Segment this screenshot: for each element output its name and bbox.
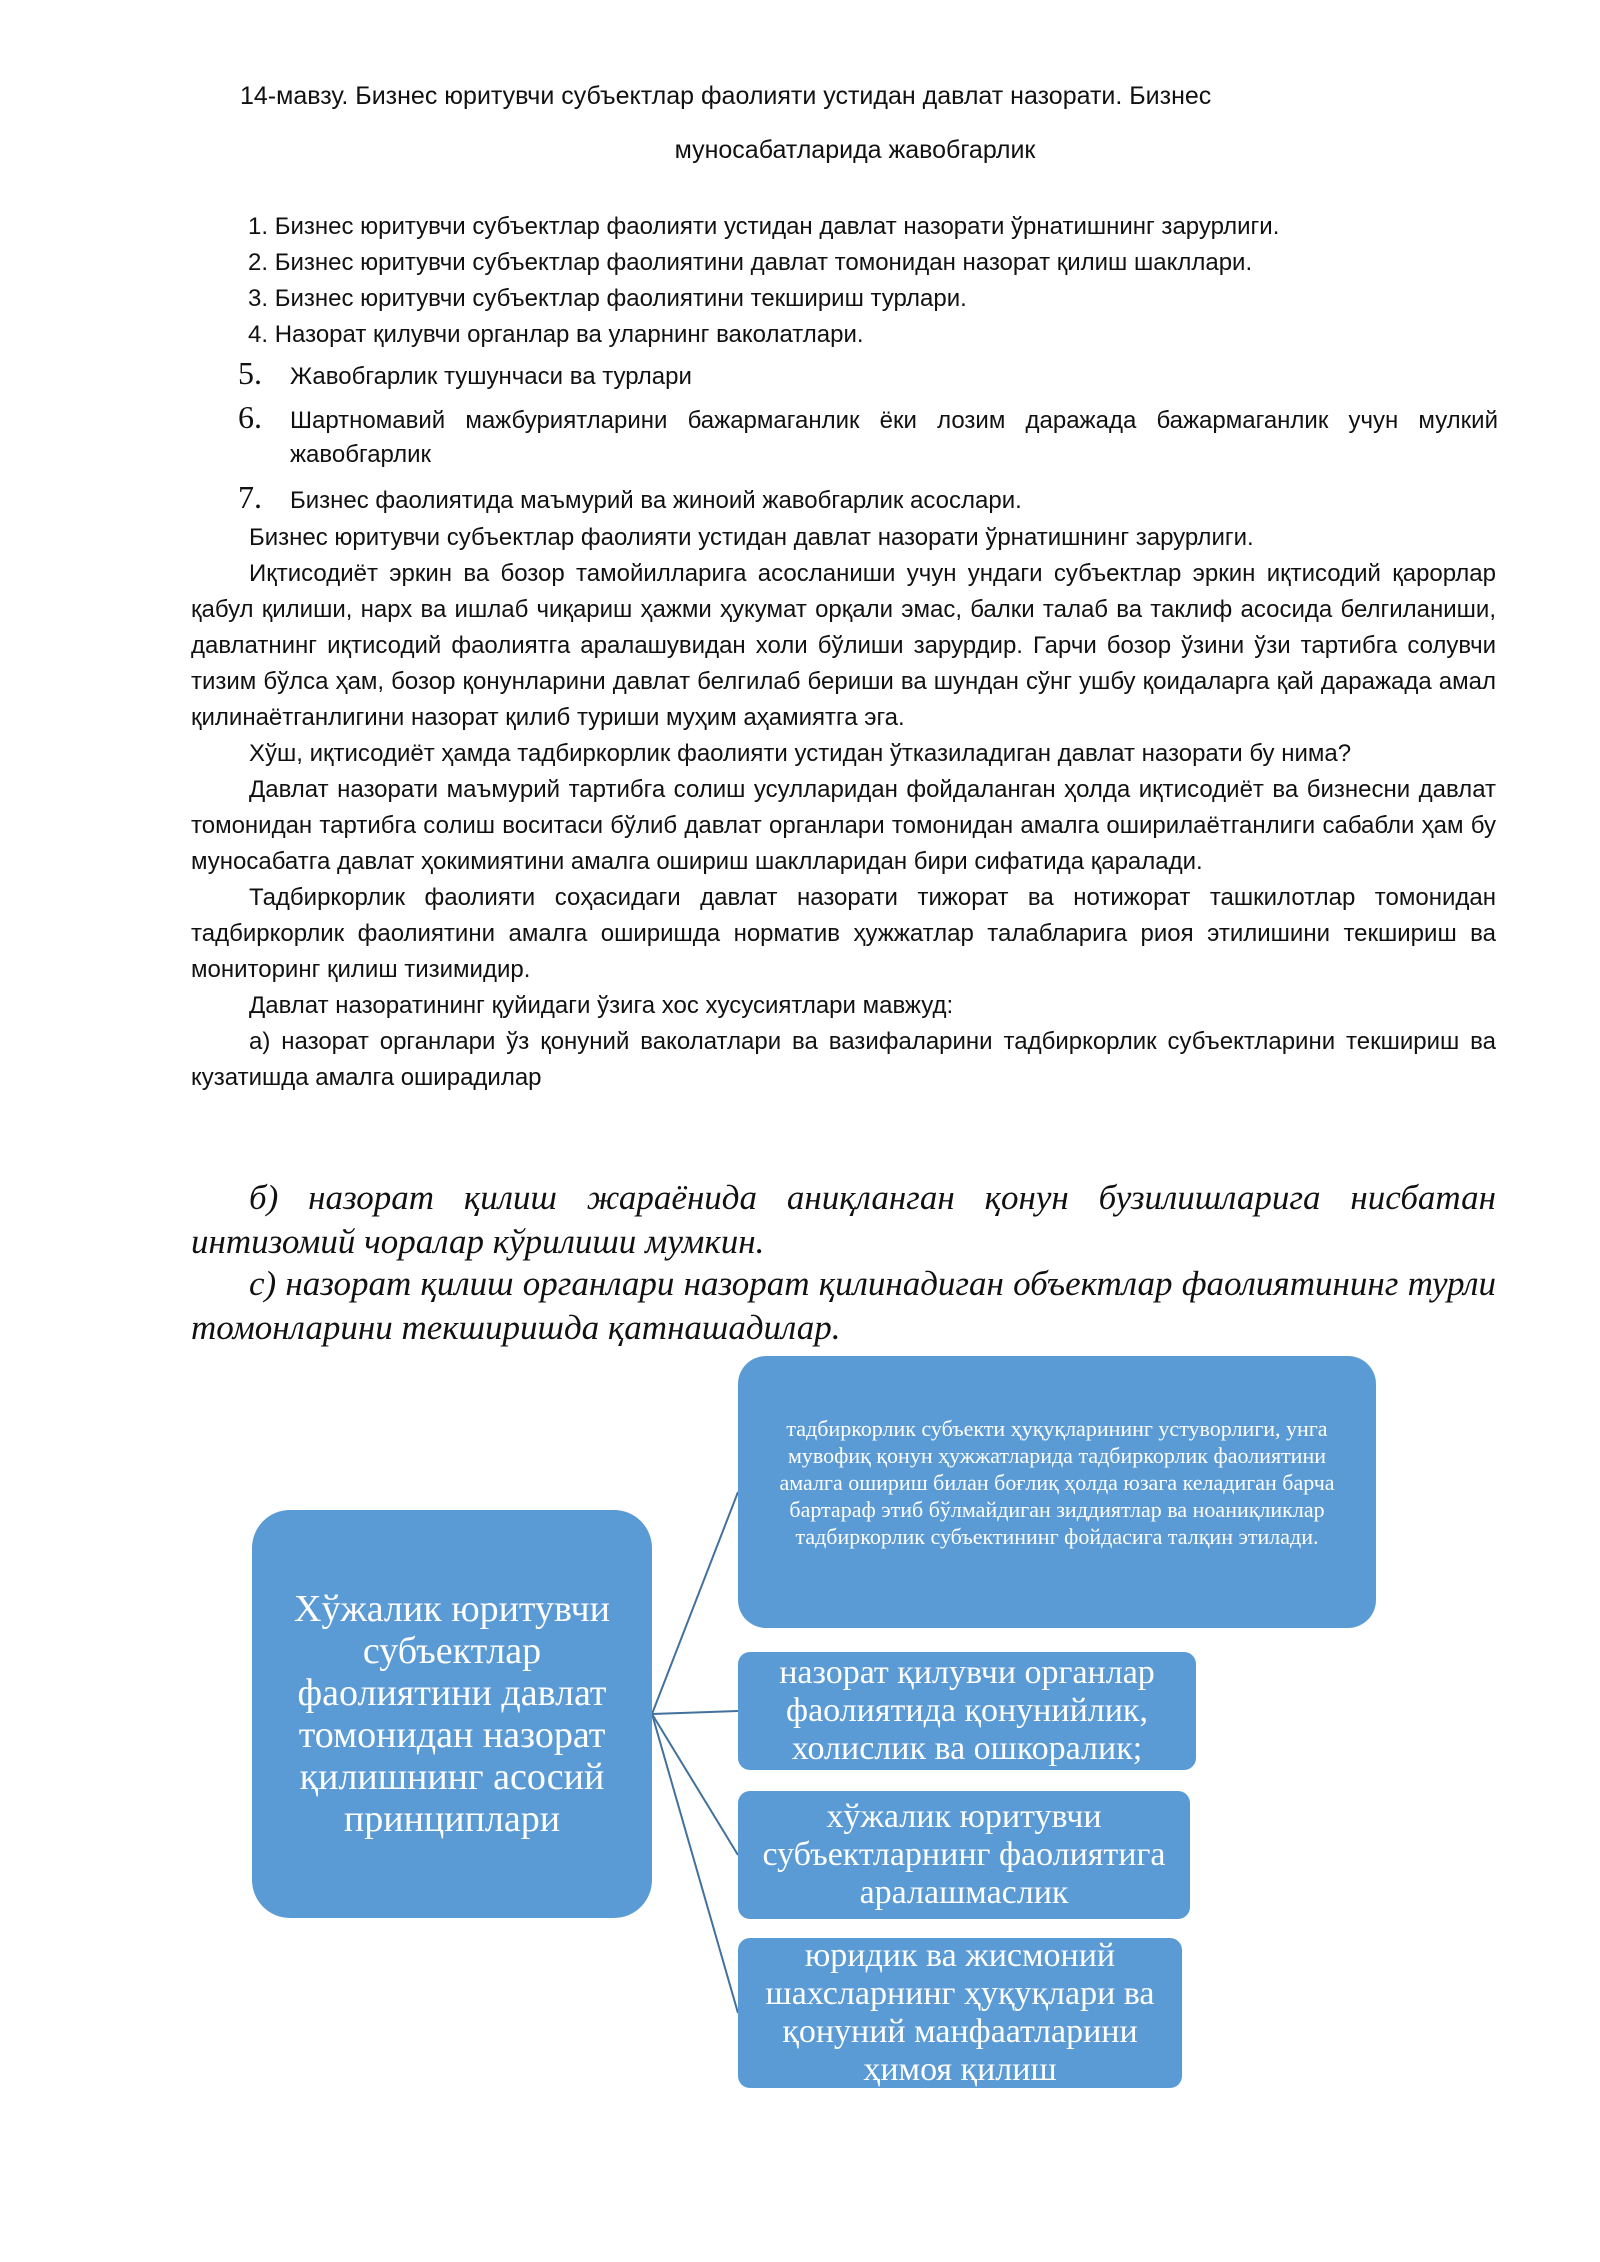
outline-text: Шартномавий мажбуриятларини бажармаганлик ёки лозим даражада бажармаганлик учун мулкий жавобгарлик — [290, 407, 1498, 468]
outline-number: 1. — [248, 213, 269, 240]
outline-item — [238, 355, 1498, 394]
document-title-line-2: муносабатларида жавобгарлик — [674, 136, 1036, 164]
diagram-main-box — [252, 1510, 652, 1918]
italic-paragraph: с) назорат қилиш органлари назорат қилинадиган объектлар фаолиятининг турли томонларини текширишда қатнашадилар. — [191, 1264, 1496, 1347]
diagram-principle-box — [738, 1652, 1196, 1770]
connector-line — [652, 1714, 738, 1855]
outline-number: 6. — [238, 399, 262, 435]
outline-text: Бизнес юритувчи субъектлар фаолиятини текшириш турлари. — [274, 285, 967, 312]
outline-text: Бизнес юритувчи субъектлар фаолиятини давлат томонидан назорат қилиш шакллари. — [274, 249, 1253, 276]
body-paragraph: Давлат назорати маъмурий тартибга солиш усулларидан фойдаланган ҳолда иқтисодиёт ва бизнесни давлат томонидан тартибга солиш воситаси бўлиб давлат органлари томонидан амалга оширилаётганлиги сабабли ҳам бу муносабатга давлат ҳокимиятини амалга ошириш шаклларидан бири сифатида қаралади. — [191, 776, 1496, 875]
diagram-principle-box — [738, 1791, 1190, 1919]
outline-text: Бизнес юритувчи субъектлар фаолияти устидан давлат назорати ўрнатишнинг зарурлиги. — [274, 213, 1280, 240]
diagram-principle-box — [738, 1938, 1182, 2088]
outline-number: 7. — [238, 479, 262, 515]
body-text — [191, 520, 1496, 1096]
outline-text: Бизнес фаолиятида маъмурий ва жиноий жавобгарлик асослари. — [290, 487, 1022, 514]
diagram-principle-label: назорат қилувчи органлар фаолиятида қонунийлик, холислик ва ошкоралик; — [779, 1654, 1155, 1767]
outline-item — [248, 282, 1498, 316]
outline-number: 5. — [238, 355, 262, 391]
section-heading-paragraph: Бизнес юритувчи субъектлар фаолияти устидан давлат назорати ўрнатишнинг зарурлиги. — [249, 524, 1254, 551]
outline-item — [238, 399, 1498, 472]
diagram-principle-label: тадбиркорлик субъекти ҳуқуқларининг устуворлиги, унга мувофиқ қонун ҳужжатларида тадбиркорлик фаолиятини амалга ошириш билан боғлиқ ҳолда юзага келадиган барча бартараф этиб бўлмайдиган зиддиятлар ва ноаниқликлар тадбиркорлик субъектининг фойдасига талқин этилади. — [779, 1415, 1335, 1549]
outline-number: 3. — [248, 285, 269, 312]
outline-text: Жавобгарлик тушунчаси ва турлари — [290, 363, 692, 390]
outline-text: Назорат қилувчи органлар ва уларнинг ваколатлари. — [274, 321, 864, 348]
connector-line — [652, 1492, 738, 1714]
body-paragraph: а) назорат органлари ўз қонуний ваколатлари ва вазифаларини тадбиркорлик субъектларини текшириш ва кузатишда амалга оширадилар — [191, 1028, 1496, 1091]
body-paragraph: Иқтисодиёт эркин ва бозор тамойилларига асосланиши учун ундаги субъектлар эркин иқтисодий қарорлар қабул қилиши, нарх ва ишлаб чиқариш ҳажми ҳукумат орқали эмас, балки талаб ва таклиф асосида белгиланиши, давлатнинг иқтисодий фаолиятга аралашувидан холи бўлиши зарурдир. Гарчи бозор ўзини ўзи тартибга солувчи тизим бўлса ҳам, бозор қонунларини давлат белгилаб бериши ва шундан сўнг ушбу қоидаларга қай даражада амал қилинаётганлигини назорат қилиб туриши муҳим аҳамиятга эга. — [191, 560, 1496, 731]
outline-item — [248, 318, 1498, 352]
outline-number: 2. — [248, 249, 269, 276]
outline-number: 4. — [248, 321, 269, 348]
outline-item — [248, 246, 1498, 280]
diagram-main-label: Хўжалик юритувчи субъектлар фаолиятини давлат томонидан назорат қилишнинг асосий принциплари — [294, 1588, 610, 1840]
outline-item — [248, 210, 1498, 244]
diagram-principle-label: хўжалик юритувчи субъектларнинг фаолиятига аралашмаслик — [762, 1798, 1166, 1911]
diagram-principle-box — [738, 1356, 1376, 1628]
diagram-principle-label: юридик ва жисмоний шахсларнинг ҳуқуқлари ва қонуний манфаатларини ҳимоя қилиш — [765, 1937, 1155, 2088]
connector-line — [652, 1711, 738, 1714]
connector-line — [652, 1714, 738, 2013]
body-paragraph: Тадбиркорлик фаолияти соҳасидаги давлат назорати тижорат ва нотижорат ташкилотлар томонидан тадбиркорлик фаолиятини амалга оширишда норматив ҳужжатлар талабларига риоя этилишини текшириш ва мониторинг қилиш тизимидир. — [191, 884, 1496, 983]
document-title-line-1: 14-мавзу. Бизнес юритувчи субъектлар фаолияти устидан давлат назорати. Бизнес — [240, 82, 1212, 110]
body-paragraph: Давлат назоратининг қуйидаги ўзига хос хусусиятлари мавжуд: — [249, 992, 954, 1019]
italic-paragraph: б) назорат қилиш жараёнида аниқланган қонун бузилишларига нисбатан интизомий чоралар кўрилиши мумкин. — [191, 1178, 1496, 1261]
outline-item — [238, 479, 1498, 518]
body-paragraph: Хўш, иқтисодиёт ҳамда тадбиркорлик фаолияти устидан ўтказиладиган давлат назорати бу нима? — [249, 740, 1352, 767]
